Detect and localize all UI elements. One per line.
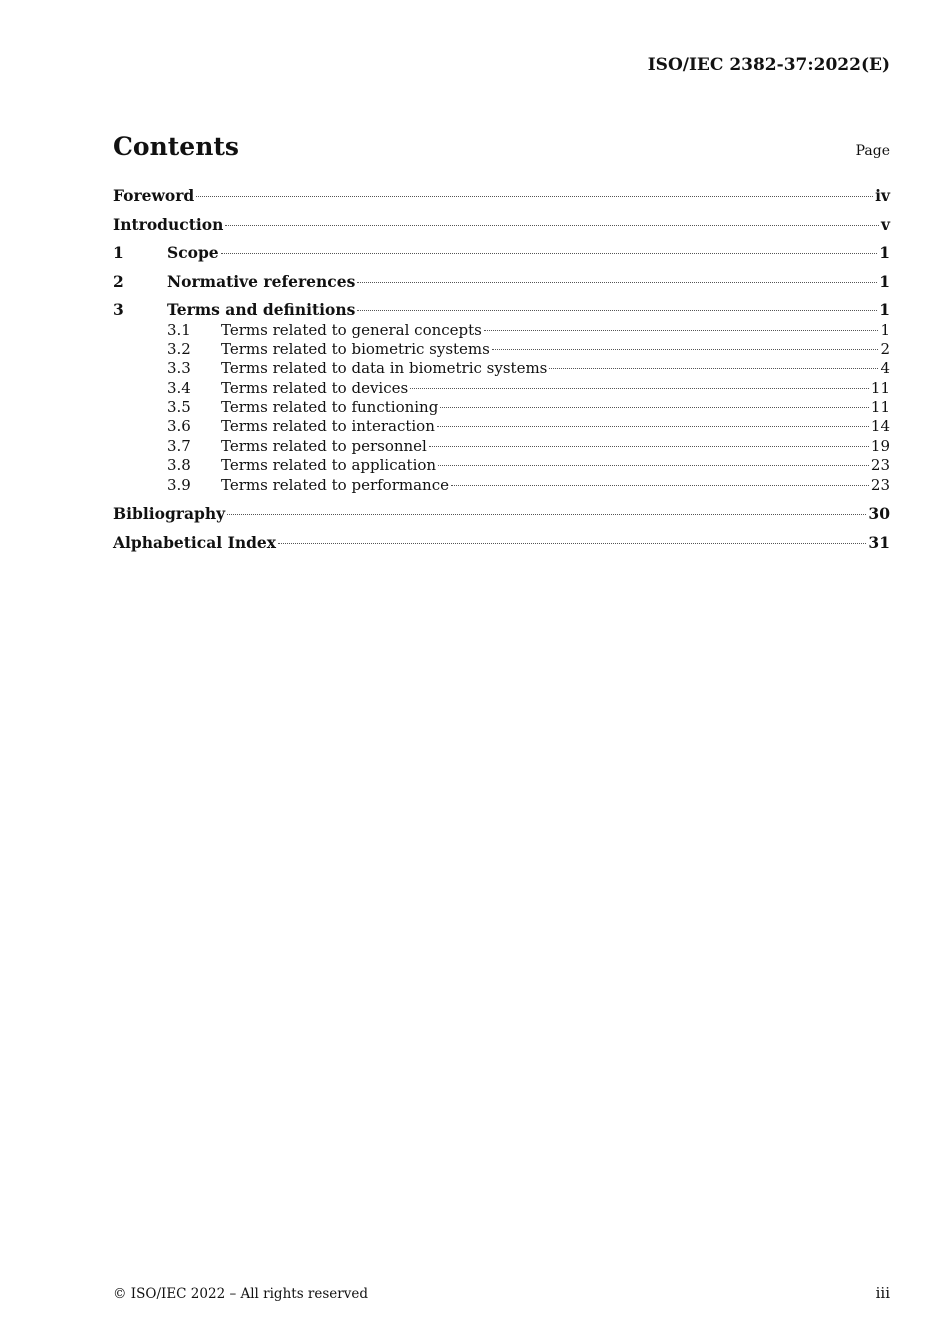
toc-entry-number: 3.2 xyxy=(167,339,191,358)
toc-entry-page: 1 xyxy=(879,243,890,262)
toc-entry-title: Terms related to data in biometric systems xyxy=(221,359,548,378)
toc-entry-page: v xyxy=(880,214,890,234)
dot-leader xyxy=(440,407,869,408)
toc-entry-title: Terms related to devices xyxy=(221,378,409,397)
toc-entry-title: Terms related to general concepts xyxy=(221,320,482,339)
toc-entry-title: Terms and definitions xyxy=(167,300,356,319)
dot-leader xyxy=(492,349,879,350)
toc-entry-page: 1 xyxy=(880,320,890,339)
toc-entry-title: Bibliography xyxy=(113,504,226,524)
toc-entry-page: 19 xyxy=(870,436,890,455)
toc-subentry[interactable] xyxy=(113,398,890,417)
contents-title: Contents xyxy=(113,132,240,161)
toc-entry-number: 3.8 xyxy=(167,456,191,475)
toc-entry[interactable] xyxy=(113,186,890,215)
toc-entry-page: 4 xyxy=(880,359,890,378)
toc-entry-title: Scope xyxy=(167,243,219,262)
toc-entry-title: Terms related to functioning xyxy=(221,398,439,417)
dot-leader xyxy=(410,388,869,389)
toc-subentry[interactable] xyxy=(113,456,890,475)
toc-entry-number: 2 xyxy=(113,271,124,291)
toc-entry[interactable] xyxy=(113,504,890,533)
toc-entry[interactable] xyxy=(113,243,890,272)
toc-entry-number: 3.6 xyxy=(167,417,191,436)
toc-entry-title: Alphabetical Index xyxy=(113,532,277,552)
toc-entry-title: Terms related to personnel xyxy=(221,436,427,455)
toc-entry-page: 14 xyxy=(870,417,890,436)
toc-subentry[interactable] xyxy=(113,359,890,378)
page-column-label: Page xyxy=(855,143,890,159)
dot-leader xyxy=(437,426,869,427)
toc-entry-page: 2 xyxy=(880,339,890,358)
toc-subentry[interactable] xyxy=(113,417,890,436)
toc-entry-number: 3.5 xyxy=(167,398,191,417)
toc-entry-page: 23 xyxy=(870,475,890,494)
toc-entry-title: Introduction xyxy=(113,214,224,234)
toc-entry-page: 23 xyxy=(870,456,890,475)
dot-leader xyxy=(225,225,879,226)
toc-entry-title: Terms related to interaction xyxy=(221,417,435,436)
footer-page-number: iii xyxy=(875,1284,890,1302)
toc-entry-title: Foreword xyxy=(113,186,195,205)
toc-subentry[interactable] xyxy=(113,476,890,495)
toc-entry-title: Normative references xyxy=(167,271,356,291)
toc-entry-number: 3.9 xyxy=(167,475,191,494)
dot-leader xyxy=(429,446,869,447)
footer-copyright: © ISO/IEC 2022 – All rights reserved xyxy=(113,1286,368,1302)
toc-entry-title: Terms related to application xyxy=(221,456,437,475)
toc-entry-page: 31 xyxy=(868,532,890,552)
dot-leader xyxy=(357,282,877,283)
table-of-contents xyxy=(113,186,890,561)
toc-entry[interactable] xyxy=(113,215,890,244)
toc-entry[interactable] xyxy=(113,533,890,562)
toc-entry-number: 3.1 xyxy=(167,320,191,339)
toc-entry[interactable] xyxy=(113,272,890,301)
toc-entry-title: Terms related to biometric systems xyxy=(221,339,490,358)
toc-entry-page: iv xyxy=(875,186,890,205)
toc-entry-page: 30 xyxy=(868,504,890,524)
toc-subentry[interactable] xyxy=(113,321,890,340)
toc-entry-page: 1 xyxy=(879,271,890,291)
dot-leader xyxy=(438,465,869,466)
toc-entry-number: 1 xyxy=(113,243,124,262)
toc-subentry[interactable] xyxy=(113,340,890,359)
dot-leader xyxy=(196,196,873,197)
dot-leader xyxy=(278,543,866,544)
toc-entry-number: 3.7 xyxy=(167,436,191,455)
toc-entry-title: Terms related to performance xyxy=(221,475,449,494)
dot-leader xyxy=(451,485,869,486)
toc-entry-number: 3.3 xyxy=(167,359,191,378)
toc-subentry[interactable] xyxy=(113,379,890,398)
toc-entry-page: 1 xyxy=(879,300,890,319)
toc-entry-number: 3 xyxy=(113,300,124,319)
toc-subentry[interactable] xyxy=(113,437,890,456)
toc-entry-page: 11 xyxy=(870,378,890,397)
dot-leader xyxy=(549,368,878,369)
dot-leader xyxy=(357,310,877,311)
dot-leader xyxy=(221,253,878,254)
toc-entry-page: 11 xyxy=(870,398,890,417)
dot-leader xyxy=(227,514,866,515)
document-id: ISO/IEC 2382-37:2022(E) xyxy=(647,55,890,75)
toc-entry-number: 3.4 xyxy=(167,378,191,397)
dot-leader xyxy=(484,330,879,331)
